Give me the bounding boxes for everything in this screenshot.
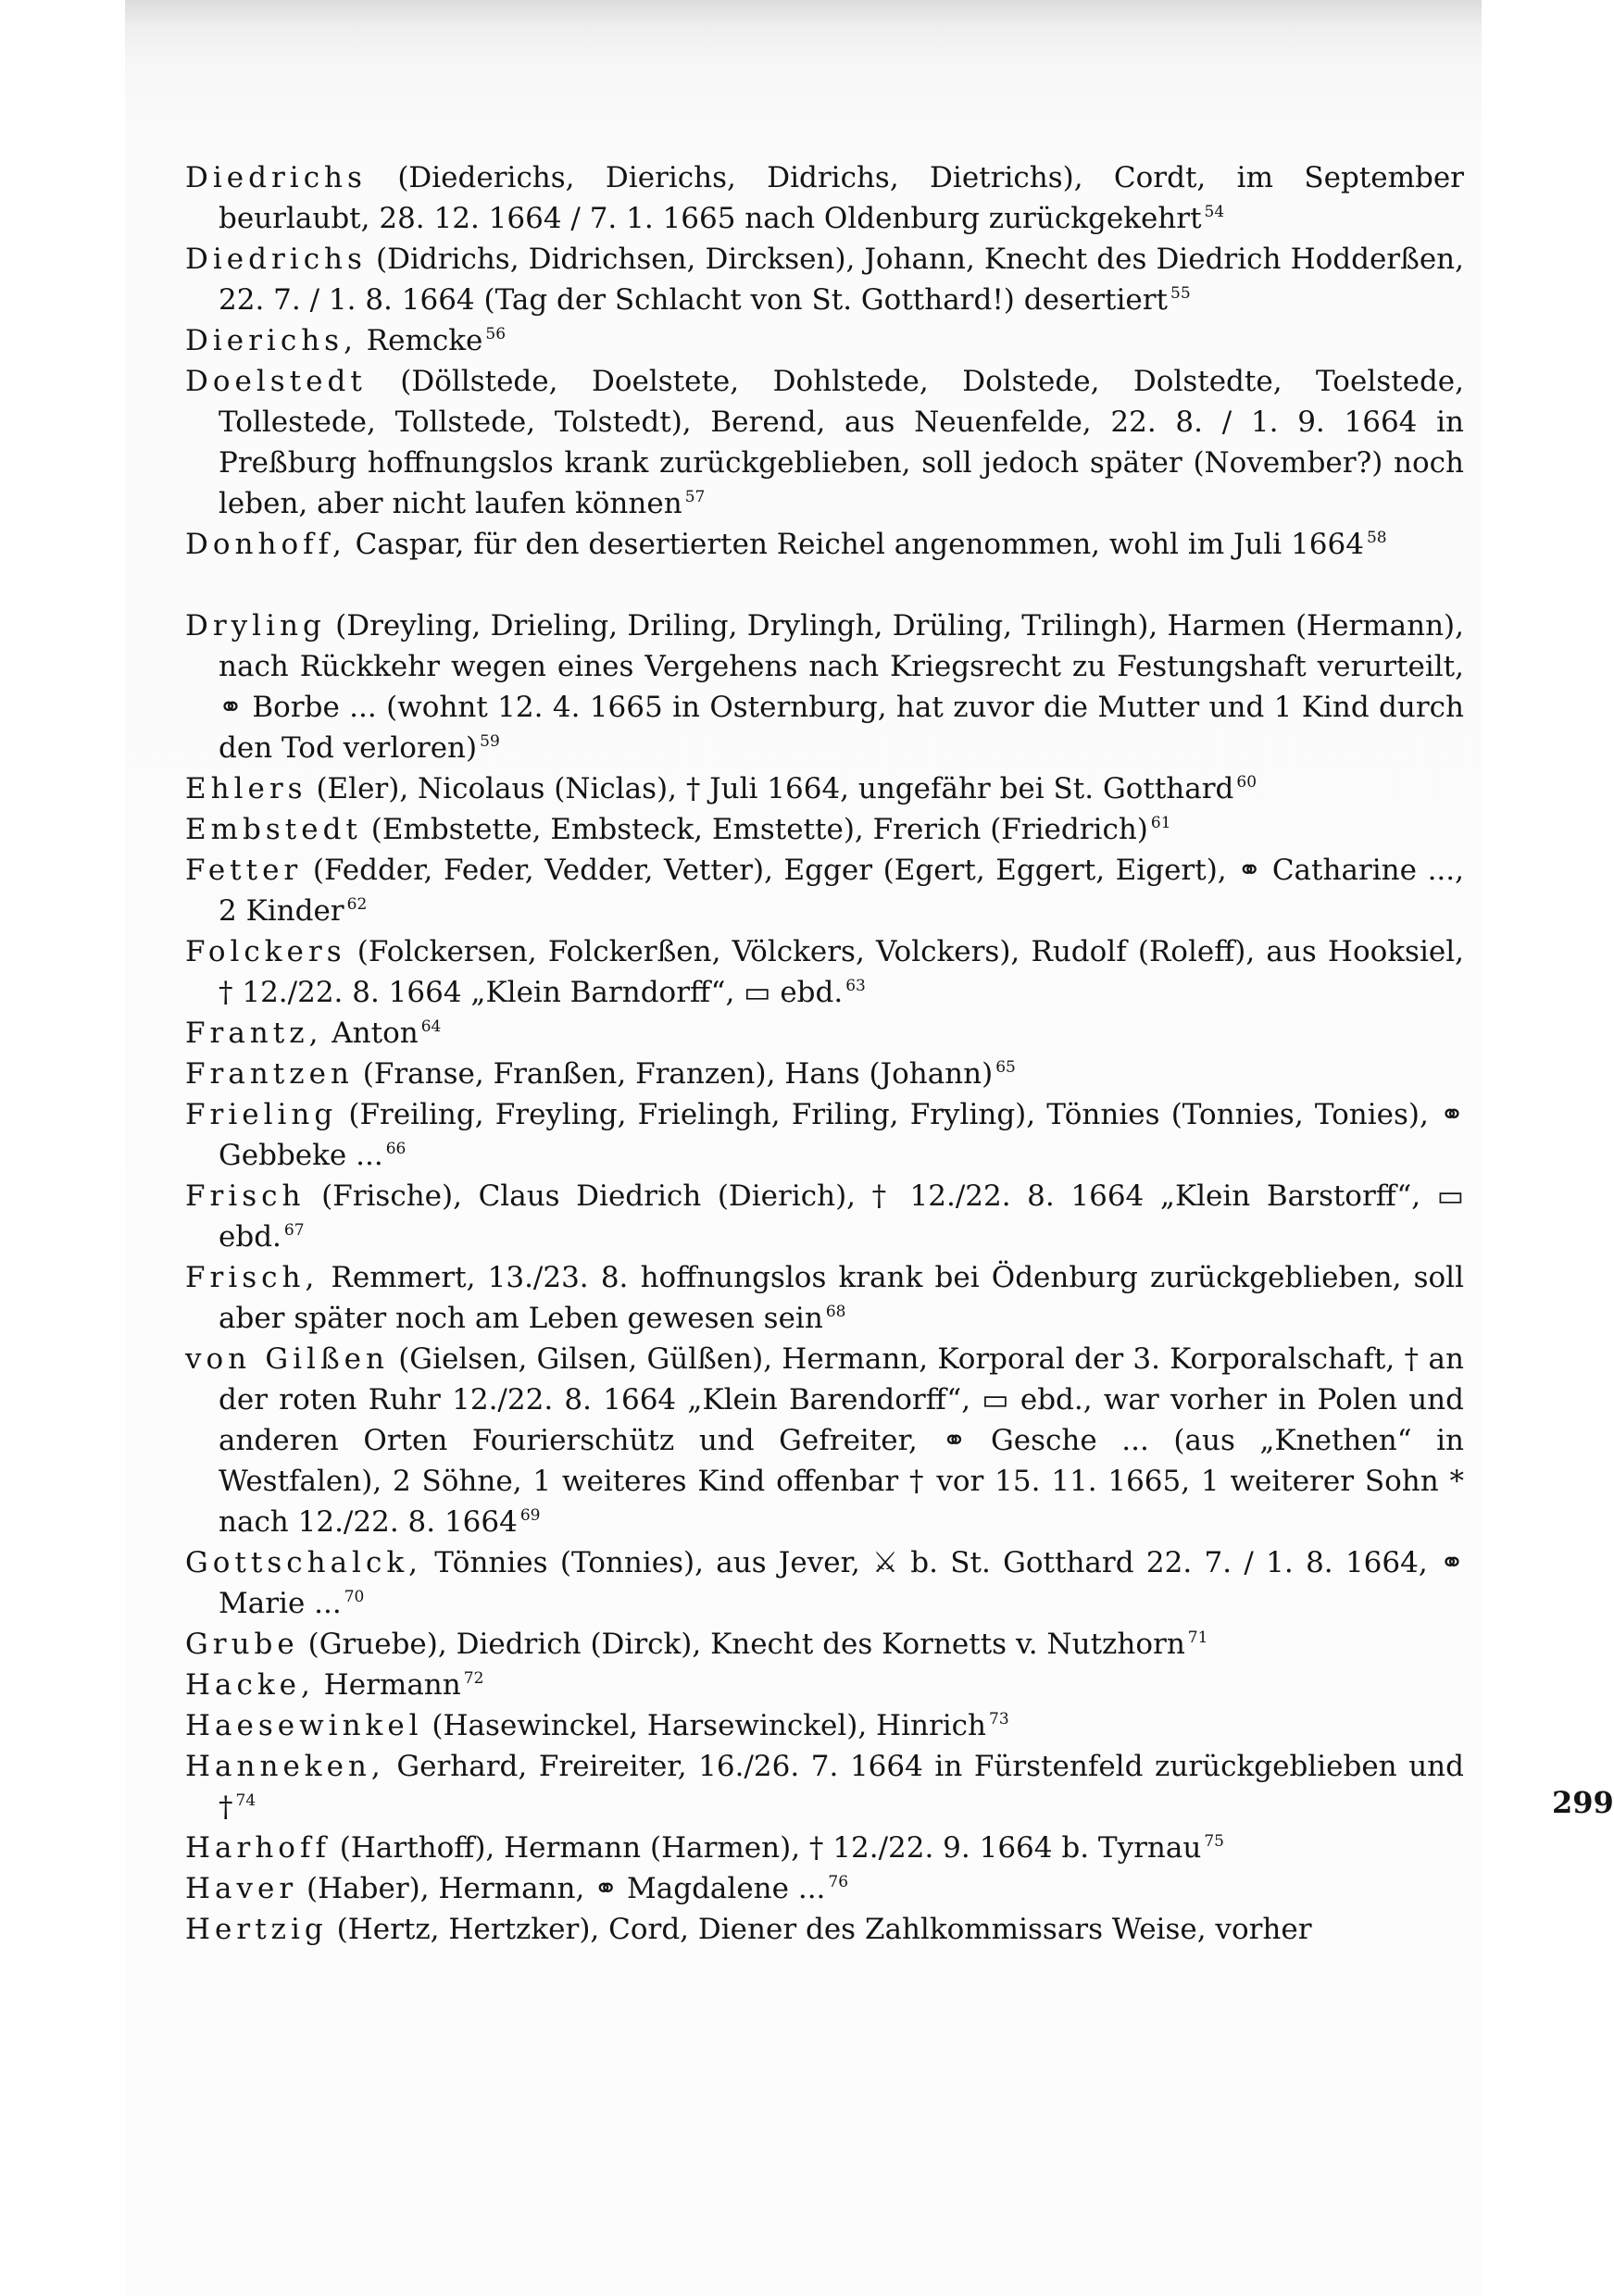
entry-name: Fetter	[185, 854, 303, 887]
entry-embstedt	[185, 809, 1464, 850]
entry-text: Caspar, für den desertierten Reichel angenommen, wohl im Juli 1664	[345, 528, 1364, 561]
footnote-ref: 55	[1170, 284, 1191, 303]
footnote-ref: 64	[420, 1017, 442, 1036]
entry-name: Hacke,	[185, 1668, 315, 1702]
entry-fetter	[185, 850, 1464, 931]
footnote-ref: 56	[485, 325, 507, 343]
entry-name: Frantzen	[185, 1057, 354, 1091]
entry-text: (Dreyling, Drieling, Driling, Drylingh, Drüling, Trilingh), Harmen (Hermann), nach Rückkehr wegen eines Vergehens nach Kriegsrecht zu Festungshaft verurteilt, ⚭ Borbe ... (wohnt 12. 4. 1665 in Osternburg, hat zuvor die Mutter und 1 Kind durch den Tod verloren)	[219, 609, 1464, 765]
entry-harhoff	[185, 1828, 1464, 1868]
entry-hanneken	[185, 1746, 1464, 1828]
entry-donhoff	[185, 524, 1464, 565]
entry-text: Hermann	[314, 1668, 461, 1702]
entry-name: Gottschalck,	[185, 1546, 422, 1579]
entry-frantzen	[185, 1054, 1464, 1094]
entry-frisch-remmert	[185, 1257, 1464, 1339]
footnote-ref: 68	[825, 1303, 846, 1321]
entry-text: (Gruebe), Diedrich (Dirck), Knecht des Kornetts v. Nutzhorn	[298, 1628, 1185, 1661]
entry-text: (Hasewinckel, Harsewinckel), Hinrich	[422, 1709, 987, 1742]
entry-dryling	[185, 605, 1464, 768]
entry-name: Grube	[185, 1628, 299, 1661]
entry-text: (Hertz, Hertzker), Cord, Diener des Zahlkommissars Weise, vorher	[327, 1913, 1312, 1946]
entry-haesewinkel	[185, 1705, 1464, 1746]
entry-text: (Diederichs, Dierichs, Didrichs, Dietrichs), Cordt, im September beurlaubt, 28. 12. 1664 / 7. 1. 1665 nach Oldenburg zurückgekehrt	[219, 161, 1464, 235]
entry-gottschalck	[185, 1542, 1464, 1624]
entry-text: (Freiling, Freyling, Frielingh, Friling, Fryling), Tönnies (Tonnies, Tonies), ⚭ Gebbeke ...	[219, 1098, 1464, 1172]
entry-hacke	[185, 1665, 1464, 1705]
entry-text: (Harthoff), Hermann (Harmen), † 12./22. 9. 1664 b. Tyrnau	[330, 1831, 1202, 1865]
footnote-ref: 71	[1187, 1628, 1208, 1647]
footnote-ref: 75	[1204, 1832, 1224, 1851]
entry-folckers	[185, 931, 1464, 1013]
entry-text: Anton	[322, 1017, 419, 1050]
footnote-ref: 63	[845, 977, 866, 995]
entry-name: Dierichs,	[185, 324, 357, 357]
entry-text: (Fedder, Feder, Vedder, Vetter), Egger (Egert, Eggert, Eigert), ⚭ Catharine ..., 2 Kinder	[219, 854, 1464, 928]
footnote-ref: 59	[480, 732, 500, 751]
footnote-ref: 69	[519, 1506, 541, 1525]
entry-von-gilssen	[185, 1339, 1464, 1542]
footnote-ref: 65	[995, 1058, 1016, 1077]
footnote-ref: 66	[385, 1140, 407, 1158]
entry-name: Haver	[185, 1872, 298, 1905]
entry-grube	[185, 1624, 1464, 1665]
footnote-ref: 67	[283, 1221, 305, 1240]
entry-text: Tönnies (Tonnies), aus Jever, ⚔ b. St. Gotthard 22. 7. / 1. 8. 1664, ⚭ Marie ...	[219, 1546, 1464, 1620]
entry-haver	[185, 1868, 1464, 1909]
footnote-ref: 61	[1150, 814, 1171, 832]
entry-text: Remcke	[357, 324, 483, 357]
footnote-ref: 54	[1204, 203, 1225, 221]
entry-name: von Gilßen	[185, 1342, 389, 1376]
entry-name: Ehlers	[185, 772, 307, 805]
page-number: 299	[1552, 1785, 1614, 1820]
entry-text: Gerhard, Freireiter, 16./26. 7. 1664 in Fürstenfeld zurückgeblieben und †	[219, 1750, 1464, 1824]
entry-text: (Folckersen, Folckerßen, Völckers, Volckers), Rudolf (Roleff), aus Hooksiel, † 12./22. 8. 1664 „Klein Barndorff“, ▭ ebd.	[219, 935, 1464, 1009]
footnote-ref: 62	[346, 895, 368, 914]
entry-name: Harhoff	[185, 1831, 331, 1865]
entry-name: Diedrichs	[185, 161, 367, 194]
entry-frieling	[185, 1094, 1464, 1176]
entry-name: Dryling	[185, 609, 326, 643]
entry-name: Folckers	[185, 935, 346, 968]
entry-diedrichs-cordt	[185, 157, 1464, 239]
entry-name: Frantz,	[185, 1017, 323, 1050]
footnote-ref: 57	[684, 488, 706, 506]
entry-text: (Eler), Nicolaus (Niclas), † Juli 1664, ungefähr bei St. Gotthard	[307, 772, 1234, 805]
entry-name: Embstedt	[185, 813, 362, 846]
entry-dierichs	[185, 320, 1464, 361]
entry-text: (Franse, Franßen, Franzen), Hans (Johann)	[353, 1057, 994, 1091]
entry-text: Remmert, 13./23. 8. hoffnungslos krank bei Ödenburg zurückgeblieben, soll aber später noch am Leben gewesen sein	[219, 1261, 1464, 1335]
entry-name: Hanneken,	[185, 1750, 385, 1783]
entry-ehlers	[185, 768, 1464, 809]
entry-name: Doelstedt	[185, 365, 367, 398]
entry-frantz	[185, 1013, 1464, 1054]
entry-name: Frisch,	[185, 1261, 319, 1294]
footnote-ref: 72	[463, 1669, 484, 1688]
entry-name: Frieling	[185, 1098, 338, 1131]
entry-diedrichs-johann	[185, 239, 1464, 320]
entry-doelstedt	[185, 361, 1464, 524]
entry-text: (Döllstede, Doelstete, Dohlstede, Dolstede, Dolstedte, Toelstede, Tollestede, Tollstede, Tolstedt), Berend, aus Neuenfelde, 22. 8. / 1. 9. 1664 in Preßburg hoffnungslos krank zurückgeblieben, soll jedoch später (November?) noch leben, aber nicht laufen können	[219, 365, 1464, 520]
entry-name: Haesewinkel	[185, 1709, 423, 1742]
footnote-ref: 58	[1366, 529, 1387, 547]
entry-name: Hertzig	[185, 1913, 328, 1946]
entry-name: Diedrichs	[185, 243, 367, 276]
entry-text: (Frische), Claus Diedrich (Dierich), † 12./22. 8. 1664 „Klein Barstorff“, ▭ ebd.	[219, 1179, 1464, 1254]
entry-text: (Embstette, Embsteck, Emstette), Frerich (Friedrich)	[361, 813, 1148, 846]
footnote-ref: 60	[1236, 773, 1257, 792]
footnote-ref: 73	[989, 1710, 1009, 1728]
entry-frisch-claus	[185, 1176, 1464, 1257]
entry-text: (Gielsen, Gilsen, Gülßen), Hermann, Korporal der 3. Korporalschaft, † an der roten Ruhr 12./22. 8. 1664 „Klein Barendorff“, ▭ ebd., war vorher in Polen und anderen Orten Fourierschütz und Gefreiter, ⚭ Gesche ... (aus „Knethen“ in Westfalen), 2 Söhne, 1 weiteres Kind offenbar † vor 15. 11. 1665, 1 weiterer Sohn * nach 12./22. 8. 1664	[219, 1342, 1464, 1539]
entry-text: (Didrichs, Didrichsen, Dircksen), Johann, Knecht des Diedrich Hodderßen, 22. 7. / 1. 8. 1664 (Tag der Schlacht von St. Gotthard!) desertiert	[219, 243, 1464, 317]
footnote-ref: 70	[344, 1588, 365, 1606]
footnote-ref: 74	[235, 1791, 256, 1810]
entry-text: (Haber), Hermann, ⚭ Magdalene ...	[297, 1872, 826, 1905]
entry-name: Donhoff,	[185, 528, 346, 561]
footnote-ref: 76	[828, 1873, 849, 1891]
entry-hertzig	[185, 1909, 1464, 1950]
entry-name: Frisch	[185, 1179, 306, 1213]
